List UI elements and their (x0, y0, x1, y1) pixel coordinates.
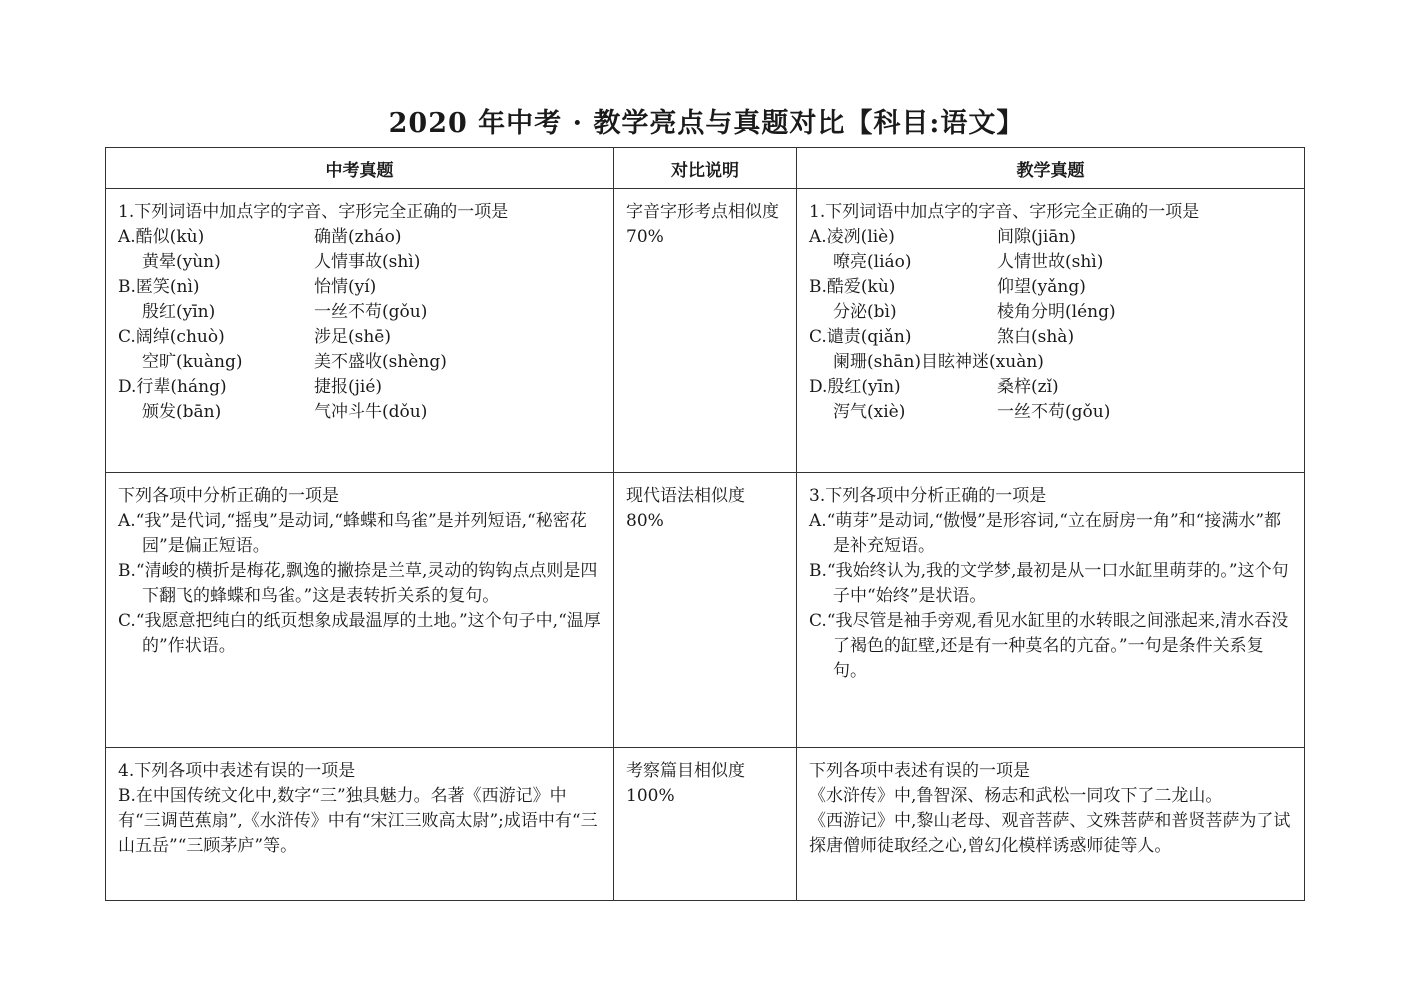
question-text: 1.下列词语中加点字的字音、字形完全正确的一项是 (118, 202, 509, 222)
exam-cell (106, 473, 614, 748)
option-text: A.“我”是代词,“摇曳”是动词,“蜂蝶和鸟雀”是并列短语,“秘密花园”是偏正短语。 (118, 511, 587, 556)
option-line: 嘹亮(liáo) 人情世故(shì) (833, 252, 1104, 272)
option-text: A.“萌芽”是动词,“傲慢”是形容词,“立在厨房一角”和“接满水”都是补充短语。 (809, 511, 1282, 556)
option-line: C.阔绰(chuò) 涉足(shē) (118, 327, 391, 347)
question-text: 4.下列各项中表述有误的一项是 (118, 761, 356, 781)
header-exam: 中考真题 (106, 148, 614, 189)
option-line: B.酷爱(kù) 仰望(yǎng) (809, 277, 1086, 297)
compare-cell (614, 189, 797, 473)
page-title: 2020 年中考 · 教学亮点与真题对比【科目:语文】 (388, 108, 1025, 139)
option-text: 《西游记》中,黎山老母、观音菩萨、文殊菩萨和普贤菩萨为了试探唐僧师徒取经之心,曾幻化模样诱惑师徒等人。 (809, 811, 1291, 856)
option-text: 《水浒传》中,鲁智深、杨志和武松一同攻下了二龙山。 (809, 786, 1223, 806)
option-line: 殷红(yīn) 一丝不苟(gǒu) (142, 302, 428, 322)
comparison-table (105, 147, 1305, 901)
option-line: 黄晕(yùn) 人情事故(shì) (142, 252, 421, 272)
option-line: 泻气(xiè) 一丝不苟(gǒu) (833, 402, 1111, 422)
option-line: 颁发(bān) 气冲斗牛(dǒu) (142, 402, 428, 422)
option-text: B.“清峻的横折是梅花,飘逸的撇捺是兰草,灵动的钩钩点点则是四下翻飞的蜂蝶和鸟雀。”这是表转折关系的复句。 (118, 561, 598, 606)
question-text: 下列各项中表述有误的一项是 (809, 761, 1030, 781)
option-line: C.谴责(qiǎn) 煞白(shà) (809, 327, 1075, 347)
header-teach: 教学真题 (797, 148, 1305, 189)
teach-cell (797, 748, 1305, 901)
option-text: B.在中国传统文化中,数字“三”独具魅力。名著《西游记》中有“三调芭蕉扇”,《水浒传》中有“宋江三败高太尉”;成语中有“三山五岳”“三顾茅庐”等。 (118, 786, 598, 856)
option-line: 阑珊(shān)目眩神迷(xuàn) (833, 352, 1044, 372)
option-text: B.“我始终认为,我的文学梦,最初是从一口水缸里萌芽的。”这个句子中“始终”是状语。 (809, 561, 1289, 606)
option-line: B.匿笑(nì) 怡情(yí) (118, 277, 377, 297)
table-row (106, 473, 1305, 748)
compare-text: 考察篇目相似度 100% (626, 761, 745, 806)
table-header-row (106, 148, 1305, 189)
table-row (106, 189, 1305, 473)
exam-cell (106, 189, 614, 473)
table-row (106, 748, 1305, 901)
question-text: 1.下列词语中加点字的字音、字形完全正确的一项是 (809, 202, 1200, 222)
option-line: D.殷红(yīn) 桑梓(zǐ) (809, 377, 1059, 397)
compare-text: 字音字形考点相似度 70% (626, 202, 779, 247)
header-compare: 对比说明 (614, 148, 797, 189)
question-text: 下列各项中分析正确的一项是 (118, 486, 339, 506)
option-line: 空旷(kuàng) 美不盛收(shèng) (142, 352, 447, 372)
compare-cell (614, 748, 797, 901)
option-text: C.“我尽管是袖手旁观,看见水缸里的水转眼之间涨起来,清水吞没了褐色的缸壁,还是有一种莫名的亢奋。”一句是条件关系复句。 (809, 611, 1289, 681)
exam-cell (106, 748, 614, 901)
compare-cell (614, 473, 797, 748)
option-line: 分泌(bì) 棱角分明(léng) (833, 302, 1116, 322)
question-text: 3.下列各项中分析正确的一项是 (809, 486, 1047, 506)
teach-cell (797, 189, 1305, 473)
teach-cell (797, 473, 1305, 748)
option-line: A.凌冽(liè) 间隙(jiān) (809, 227, 1077, 247)
option-text: C.“我愿意把纯白的纸页想象成最温厚的土地。”这个句子中,“温厚的”作状语。 (118, 611, 601, 656)
option-line: A.酷似(kù) 确凿(zháo) (118, 227, 402, 247)
option-line: D.行辈(háng) 捷报(jié) (118, 377, 383, 397)
compare-text: 现代语法相似度 80% (626, 486, 745, 531)
